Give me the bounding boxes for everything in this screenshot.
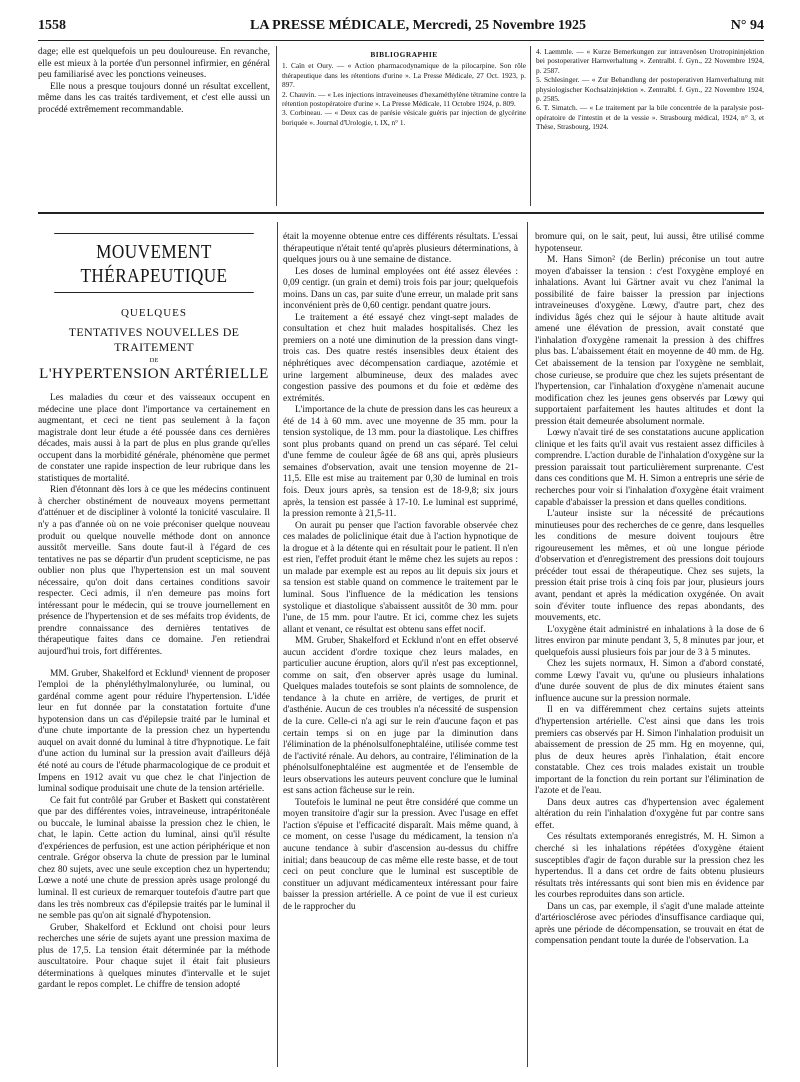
- paragraph: L'importance de la chute de pression dans les cas heureux a été de 14 à 60 mm. avec une moyenne de 35 mm. pour la tension systolique, de 13 mm. pour la diastolique. Les chiffres sont plus probants quand on prend un cas séparé. Tel celui d'une femme de couleur âgée de 68 ans qui, après plusieurs semaines d'observation, avait une tension moyenne de 21-11,5. Elle est mise au traitement par 0,30 de luminal en trois fois. Deux jours après, sa tension est de 18-9,8; six jours après, la tension est passée à 17-10. Le luminal est supprimé, la pression remonte à 21,5-11.: [283, 405, 518, 520]
- paragraph: bromure qui, on le sait, peut, lui aussi, être utilisé comme hypotenseur.: [535, 232, 764, 254]
- issue-number: N° 94: [730, 18, 764, 33]
- paragraph: dage; elle est quelquefois un peu douloureuse. En revanche, elle est mieux à la portée d'un personnel infirmier, en général peu familiarisé avec les ponctions veineuses.: [38, 47, 270, 81]
- paragraph: Dans un cas, par exemple, il s'agit d'une malade atteinte d'artériosclérose avec périodes d'insuffisance cardiaque qui, après une période de décompensation, se trouvait en état de compensation pendant toute la durée de l'observation. La: [535, 901, 764, 947]
- paragraph: On aurait pu penser que l'action favorable observée chez ces malades de policlinique était due à l'action hypnotique de la drogue et à la détente qui en résultait pour le patient. Il n'en est rien, l'effet produit étant le même chez les sujets au repos : un malade par exemple est au repos au lit depuis six jours et sa tension est stable quand on commence le traitement par le luminal. Sous l'influence de la médication les tensions systolique et diastolique s'abaissent aussitôt de 30 mm. pour l'une, de 15 mm. pour l'autre. Et ici, comme chez les sujets allant et venant, ce résultat est obtenu sans effet nocif.: [283, 520, 518, 635]
- paragraph: M. Hans Simon² (de Berlin) préconise un tout autre moyen d'abaisser la tension : c'est l'oxygène employé en inhalations. Avant lui Gärtner avait vu chez l'animal la possibilité de faire baisser la pression par injections intraveineuses d'oxygène. Lœwy, d'autre part, chez des individus âgés chez qui le séjour à haute altitude avait amené une élévation de pression, avait constaté que l'inhalation d'oxygène ramenait la pression à des chiffres plus bas. L'abaissement était en moyenne de 40 mm. de Hg. Cet abaissement de la tension par l'oxygène ne semblait, chose curieuse, se produire que chez les sujets présentant de l'hypertension, car l'inhalation d'oxygène n'amenait aucune modification chez les jeunes gens observés par Lœwy qui supportaient parfaitement les hautes altitudes et dont la pression était demeurée absolument normale.: [535, 255, 764, 427]
- column-divider: [527, 222, 528, 1067]
- paragraph: était la moyenne obtenue entre ces différents résultats. L'essai thérapeutique n'était tenté qu'après plusieurs déterminations, à quelques jours ou à une semaine de distance.: [283, 232, 518, 266]
- continued-article-end: [38, 47, 270, 116]
- bibliography-ref: 1. Caïn et Oury. — « Action pharmacodynamique de la pilocarpine. Son rôle thérapeutique dans les rétentions d'urine ». La Presse Médicale, 27 Oct. 1923, p. 897.: [282, 61, 526, 90]
- column-divider: [277, 222, 278, 1067]
- bibliography-ref: 2. Chauvin. — « Les injections intraveineuses d'hexaméthylène tétramine contre la rétention postopératoire d'urine ». La Presse Médicale, 11 Octobre 1924, p. 809.: [282, 89, 526, 109]
- article-title-line: TENTATIVES NOUVELLES DE TRAITEMENT: [68, 325, 240, 354]
- paragraph: Elle nous a presque toujours donné un résultat excellent, même dans les cas traités tardivement, et c'est elle aussi un procédé extrêmement recommandable.: [38, 81, 270, 115]
- paragraph: Chez les sujets normaux, H. Simon a d'abord constaté, comme Lœwy l'avait vu, qu'une ou plusieurs inhalations d'une durée souvent de plus de dix minutes étaient sans influence aucune sur la pression normale.: [535, 659, 764, 704]
- paragraph: Toutefois le luminal ne peut être considéré que comme un moyen transitoire d'agir sur la pression. Avec l'usage en effet l'action s'épuise et l'efficacité disparaît. Mais même quand, à ce moment, on cesse l'usage du médicament, la tension n'a aucune tendance à subir d'ascension au-dessus du chiffre initial; dans beaucoup de cas même elle reste basse, et de tout ceci on peut conclure que le luminal est susceptible de constituer un adjuvant médicamenteux intéressant pour faire baisser la pression artérielle. A ce point de vue il est curieux de le rapprocher du: [283, 797, 518, 912]
- article-column-3: [535, 232, 764, 948]
- paragraph: Rien d'étonnant dès lors à ce que les médecins continuent à chercher obstinément de nouveaux moyens permettant d'atténuer et de discipliner à volonté la tonicité vasculaire. Il n'y a pas d'année où on ne voie préconiser quelque nouveau produit ou quelque nouvelle méthode dont on annonce aussitôt merveille. Sans doute faut-il à l'égard de ces tentatives ne pas se départir d'un prudent scepticisme, ne pas oublier non plus que l'hypertension est un mal souvent nécessaire, qu'on doit dans certaines conditions savoir respecter. Ceci admis, il n'en demeure pas moins fort intéressant pour le médecin, qui se trouve journellement en présence de l'hypertension et de ses méfaits trop évidents, de prendre connaissance des dernières tentatives de thérapeutique faites dans ce domaine. J'en retiendrai aujourd'hui trois, fort différentes.: [38, 485, 270, 658]
- bibliography-column-1: [282, 50, 526, 127]
- paragraph: Gruber, Shakelford et Ecklund ont choisi pour leurs recherches une série de sujets ayant une pression maxima de plus de 17,5. La tension était déterminée par la méthode auscultatoire. Pour chaque sujet il était fait plusieurs déterminations à quelques minutes d'intervalle et le sujet gardant le repos complet. Le chiffre de tension adopté: [38, 922, 270, 991]
- header-rule: [38, 40, 764, 41]
- bibliography-ref: 6. T. Simatch. — « Le traitement par la bile concentrée de la paralysie post-opératoire de l'intestin et de la vessie ». Strasbourg médical, 1924, n° 3, et Thèse, Strasbourg, 1924.: [536, 103, 764, 132]
- paragraph: Les maladies du cœur et des vaisseaux occupent en médecine une place dont l'importance va certainement en augmentant, et ceci ne tient pas seulement à la façon magistrale dont leur étude a été poussée dans ces dernières décades, mais aussi à la part de plus en plus grande qu'elles occupent dans la morbidité générale, phénomène que permet de constater une rapide inspection de leur rubrique dans les statistiques de mortalité.: [38, 393, 270, 484]
- bibliography-title: BIBLIOGRAPHIE: [370, 50, 438, 59]
- column-divider: [276, 46, 277, 206]
- article-title-line: DE: [149, 357, 159, 364]
- paragraph: Le traitement a été essayé chez vingt-sept malades de consultation et chez huit malades hospitalisés. Chez les premiers on a noté une diminution de la pression dans vingt-trois cas. Des quatre restés insensibles deux étaient des néphrétiques avec décompensation cardiaque, azotémie et urine largement albumineuse, deux des malades avec congestion passive des poumons et du foie et œdème des extrémités.: [283, 312, 518, 404]
- paragraph: L'oxygène était administré en inhalations à la dose de 6 litres environ par minute pendant 3, 5, 8 minutes par jour, et quelquefois aussi plusieurs fois par jour de 3 à 5 minutes.: [535, 624, 764, 658]
- paragraph: Il en va différemment chez certains sujets atteints d'hypertension artérielle. C'est ainsi que dans les trois premiers cas observés par H. Simon l'inhalation produisit un abaissement de pression de 25 mm. Hg en moyenne, qui, plus de deux heures après l'inhalation, était encore constatable. Chez ces trois malades existait un trouble important de la fonction du rein portant sur l'élimination de l'azote et de l'eau.: [535, 705, 764, 797]
- article-column-2: [283, 232, 518, 913]
- paragraph: Les doses de luminal employées ont été assez élevées : 0,09 centigr. (un grain et demi) trois fois par jour; quelquefois moins. Dans un cas, par suite d'une erreur, un malade prit sans inconvénient près de 0,60 centigr. pendant quatre jours.: [283, 266, 518, 312]
- article-column-1: [38, 393, 270, 992]
- section-title: MOUVEMENT THÉRAPEUTIQUE: [54, 233, 254, 293]
- paragraph: Dans deux autres cas d'hypertension avec également altération du rein l'inhalation d'oxygène fut par contre sans effet.: [535, 797, 764, 831]
- article-title-line: L'HYPERTENSION ARTÉRIELLE: [39, 366, 269, 382]
- paragraph: Ces résultats extemporanés enregistrés, M. H. Simon a cherché si les inhalations répétées d'oxygène étaient susceptibles d'agir de façon durable sur la pression chez les hypertendus. Il a dans cet ordre de faits obtenu plusieurs résultats très intéressants qui sont bien mis en évidence par les courbes reproduites dans son article.: [535, 832, 764, 901]
- paragraph: MM. Gruber, Shakelford et Ecklund¹ viennent de proposer l'emploi de la phényléthylmalonylurée, ou luminal, ou gardénal comme agent pour réduire l'hypertension. L'idée leur en fut donnée par la constatation fortuite d'une hypotension dans un cas d'épilepsie traité par le luminal et d'une chute importante de la pression chez un hypertendu auquel on avait donné du luminal à titre d'hypnotique. Le fait d'une action du luminal sur la pression avait d'ailleurs déjà été noté au cours de l'étude pharmacologique de ce produit et Impens en 1912 avait vu que chez le chat l'injection de luminal sodique produisait une chute de la tension artérielle.: [38, 668, 270, 795]
- bibliography-column-2: [536, 47, 764, 132]
- page-number: 1558: [38, 18, 66, 33]
- bibliography-ref: 4. Laemmle. — « Kurze Bemerkungen zur intravenösen Urotropininjektion bei postoperativer Harnverhaltung ». Zentralbl. f. Gyn., 22 Novembre 1924, p. 2587.: [536, 47, 764, 75]
- column-divider: [530, 46, 531, 206]
- paragraph: Ce fait fut contrôlé par Gruber et Baskett qui constatèrent que par des différentes voies, intraveineuse, intrapéritonéale ou buccale, le luminal abaisse la pression chez le chien, le chat, le lapin. Cette action du luminal, ainsi qu'il résulte d'expériences de perfusion, est une action périphérique et non centrale. Grégor observa la chute de pression par le luminal chez 80 sujets, avec une seule exception chez un hypertendu; Lœwe a noté une chute de pression après usage prolongé du luminal. Il est curieux de remarquer toutefois d'autre part que dans les très nombreux cas d'épilepsie traités par le luminal il ne semble pas qu'on ait signalé d'hypotension.: [38, 795, 270, 922]
- paragraph: MM. Gruber, Shakelford et Ecklund n'ont en effet observé aucun accident d'ordre toxique chez leurs malades, en particulier aucune éruption, alors qu'il n'est pas exceptionnel, comme on sait, d'en observer après usage du luminal. Quelques malades toutefois se sont plaints de somnolence, de tendance à la chute en arrière, de vertiges, de prurit et d'asthénie. Aucun de ces troubles n'a nécessité de suspension de la cure. Celle-ci n'a agi sur le rein d'aucune façon et pas certain temps si on en juge par la diminution dans l'élimination de la phénolsulfonephtaléine, utilisée comme test de l'activité rénale. Au dehors, au contraire, l'élimination de la phénolsulfonephtaléine est augmentée et de l'ensemble de leurs observations les auteurs peuvent conclure que le luminal est sans action fâcheuse sur le rein.: [283, 636, 518, 797]
- bibliography-ref: 3. Corbineau. — « Deux cas de parésie vésicale guéris par injection de glycérine boriquée ». Journal d'Urologie, t. IX, n° 1.: [282, 108, 526, 127]
- article-title-line: QUELQUES: [120, 307, 188, 319]
- paragraph: Lœwy n'avait tiré de ses constatations aucune application clinique et les faits qu'il avait vus restaient assez difficiles à comprendre. L'action durable de l'inhalation d'oxygène sur la pression paraissait tout particulièrement surprenante. C'est dans ces conditions que M. H. Simon a entrepris une série de recherches pour voir si l'inhalation d'oxygène était vraiment capable d'abaisser la pression et dans quelles conditions.: [535, 428, 764, 508]
- journal-date: LA PRESSE MÉDICALE, Mercredi, 25 Novembre 1925: [250, 18, 586, 33]
- bibliography-ref: 5. Schlesinger. — « Zur Behandlung der postoperativen Harnverhaltung mit physiologischer Kochsalzinjektion ». Zentralbl. f. Gyn., 22 Novembre 1924, p. 2585.: [536, 75, 764, 104]
- page-header: [38, 16, 764, 38]
- section-rule: [38, 212, 764, 214]
- article-title-block: [38, 233, 270, 383]
- paragraph: L'auteur insiste sur la nécessité de précautions minutieuses pour des recherches de ce genre, dans lesquelles les conditions de mesure doivent toujours être rigoureusement les mêmes, et où une longue période d'observation et d'enregistrement des pressions doit toujours précéder tout essai de thérapeutique. Chez ses sujets, la pression était prise trois à cinq fois par jour, plusieurs jours avant, pendant et après la médication oxygénée. On avait soin d'éviter toute influence des repas abondants, des mouvements, etc.: [535, 509, 764, 624]
